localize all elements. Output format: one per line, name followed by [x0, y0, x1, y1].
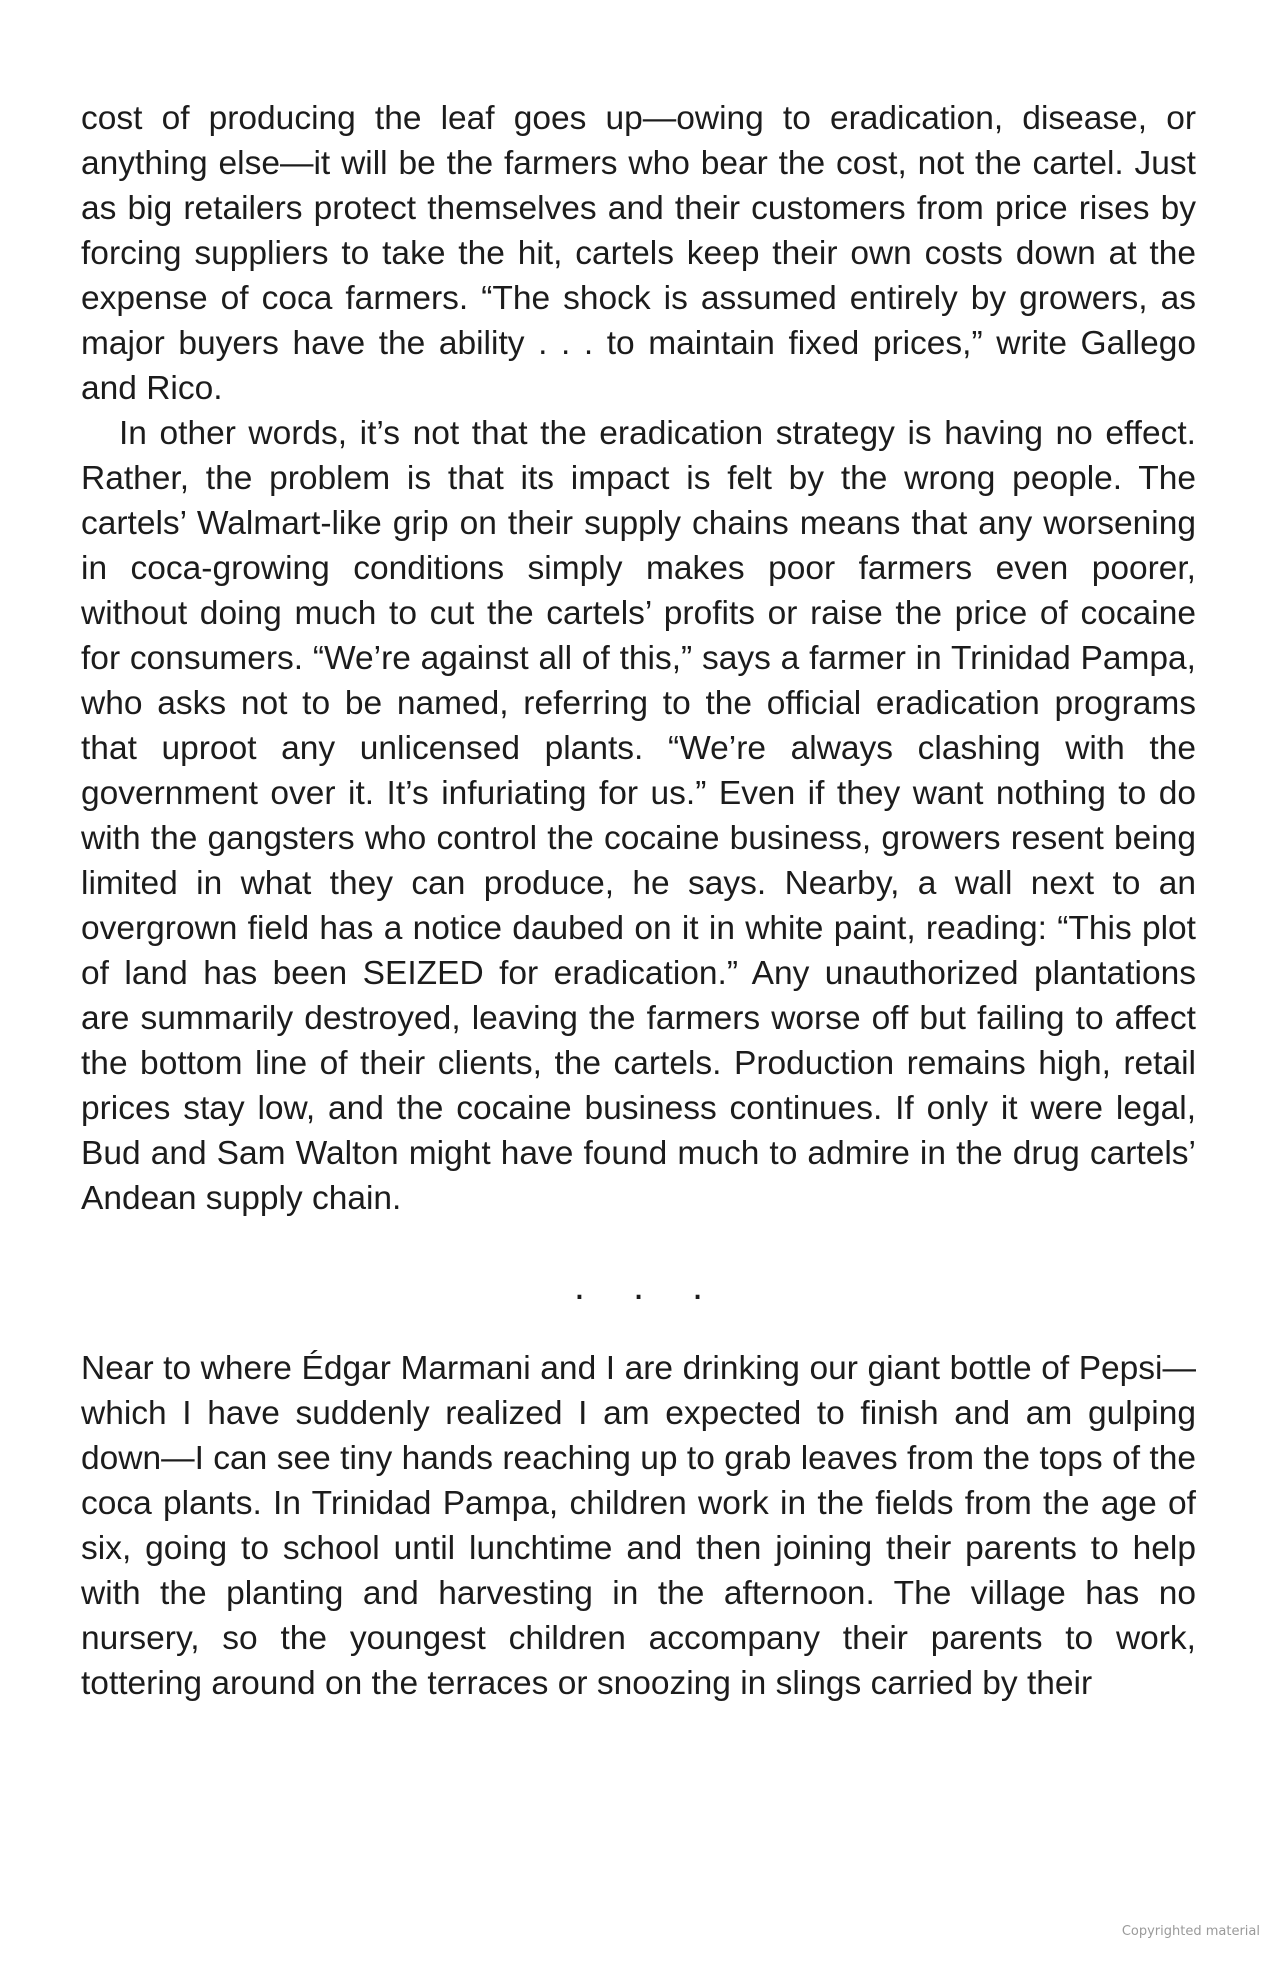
- paragraph-eradication: In other words, it’s not that the eradication strategy is having no effect. Rather, the problem is that its impact is felt by the wrong people. The cartels’ Walmart-like grip on their supply chains means that any worsening in coca-growing conditions simply makes poor farmers even poorer, without doing much to cut the cartels’ profits or raise the price of cocaine for consumers. “We’re against all of this,” says a farmer in Trinidad Pampa, who asks not to be named, referring to the official eradication programs that uproot any unlicensed plants. “We’re always clashing with the government over it. It’s infuriating for us.” Even if they want nothing to do with the gangsters who control the cocaine business, growers resent being limited in what they can produce, he says. Nearby, a wall next to an overgrown field has a notice daubed on it in white paint, reading: “This plot of land has been SEIZED for eradication.” Any unauthorized plantations are summarily destroyed, leaving the farmers worse off but failing to affect the bottom line of their clients, the cartels. Production remains high, retail prices stay low, and the cocaine business continues. If only it were legal, Bud and Sam Walton might have found much to admire in the drug cartels’ Andean supply chain.: [81, 415, 1196, 1217]
- copyright-notice: Copyrighted material: [1121, 1924, 1260, 1939]
- book-page-text: [81, 96, 1196, 1706]
- paragraph-continued: cost of producing the leaf goes up—owing to eradication, disease, or anything else—it will be the farmers who bear the cost, not the cartel. Just as big retailers protect themselves and their customers from price rises by forcing suppliers to take the hit, cartels keep their own costs down at the expense of coca farmers. “The shock is assumed entirely by growers, as major buyers have the ability . . . to maintain fixed prices,” write Gallego and Rico.: [81, 100, 1196, 407]
- paragraph-trinidad-pampa: Near to where Édgar Marmani and I are drinking our giant bottle of Pepsi—which I have suddenly realized I am expected to finish and am gulping down—I can see tiny hands reaching up to grab leaves from the tops of the coca plants. In Trinidad Pampa, children work in the fields from the age of six, going to school until lunchtime and then joining their parents to help with the planting and harvesting in the afternoon. The village has no nursery, so the youngest children accompany their parents to work, tottering around on the terraces or snoozing in slings carried by their: [81, 1350, 1196, 1702]
- section-break: ...: [573, 1264, 752, 1308]
